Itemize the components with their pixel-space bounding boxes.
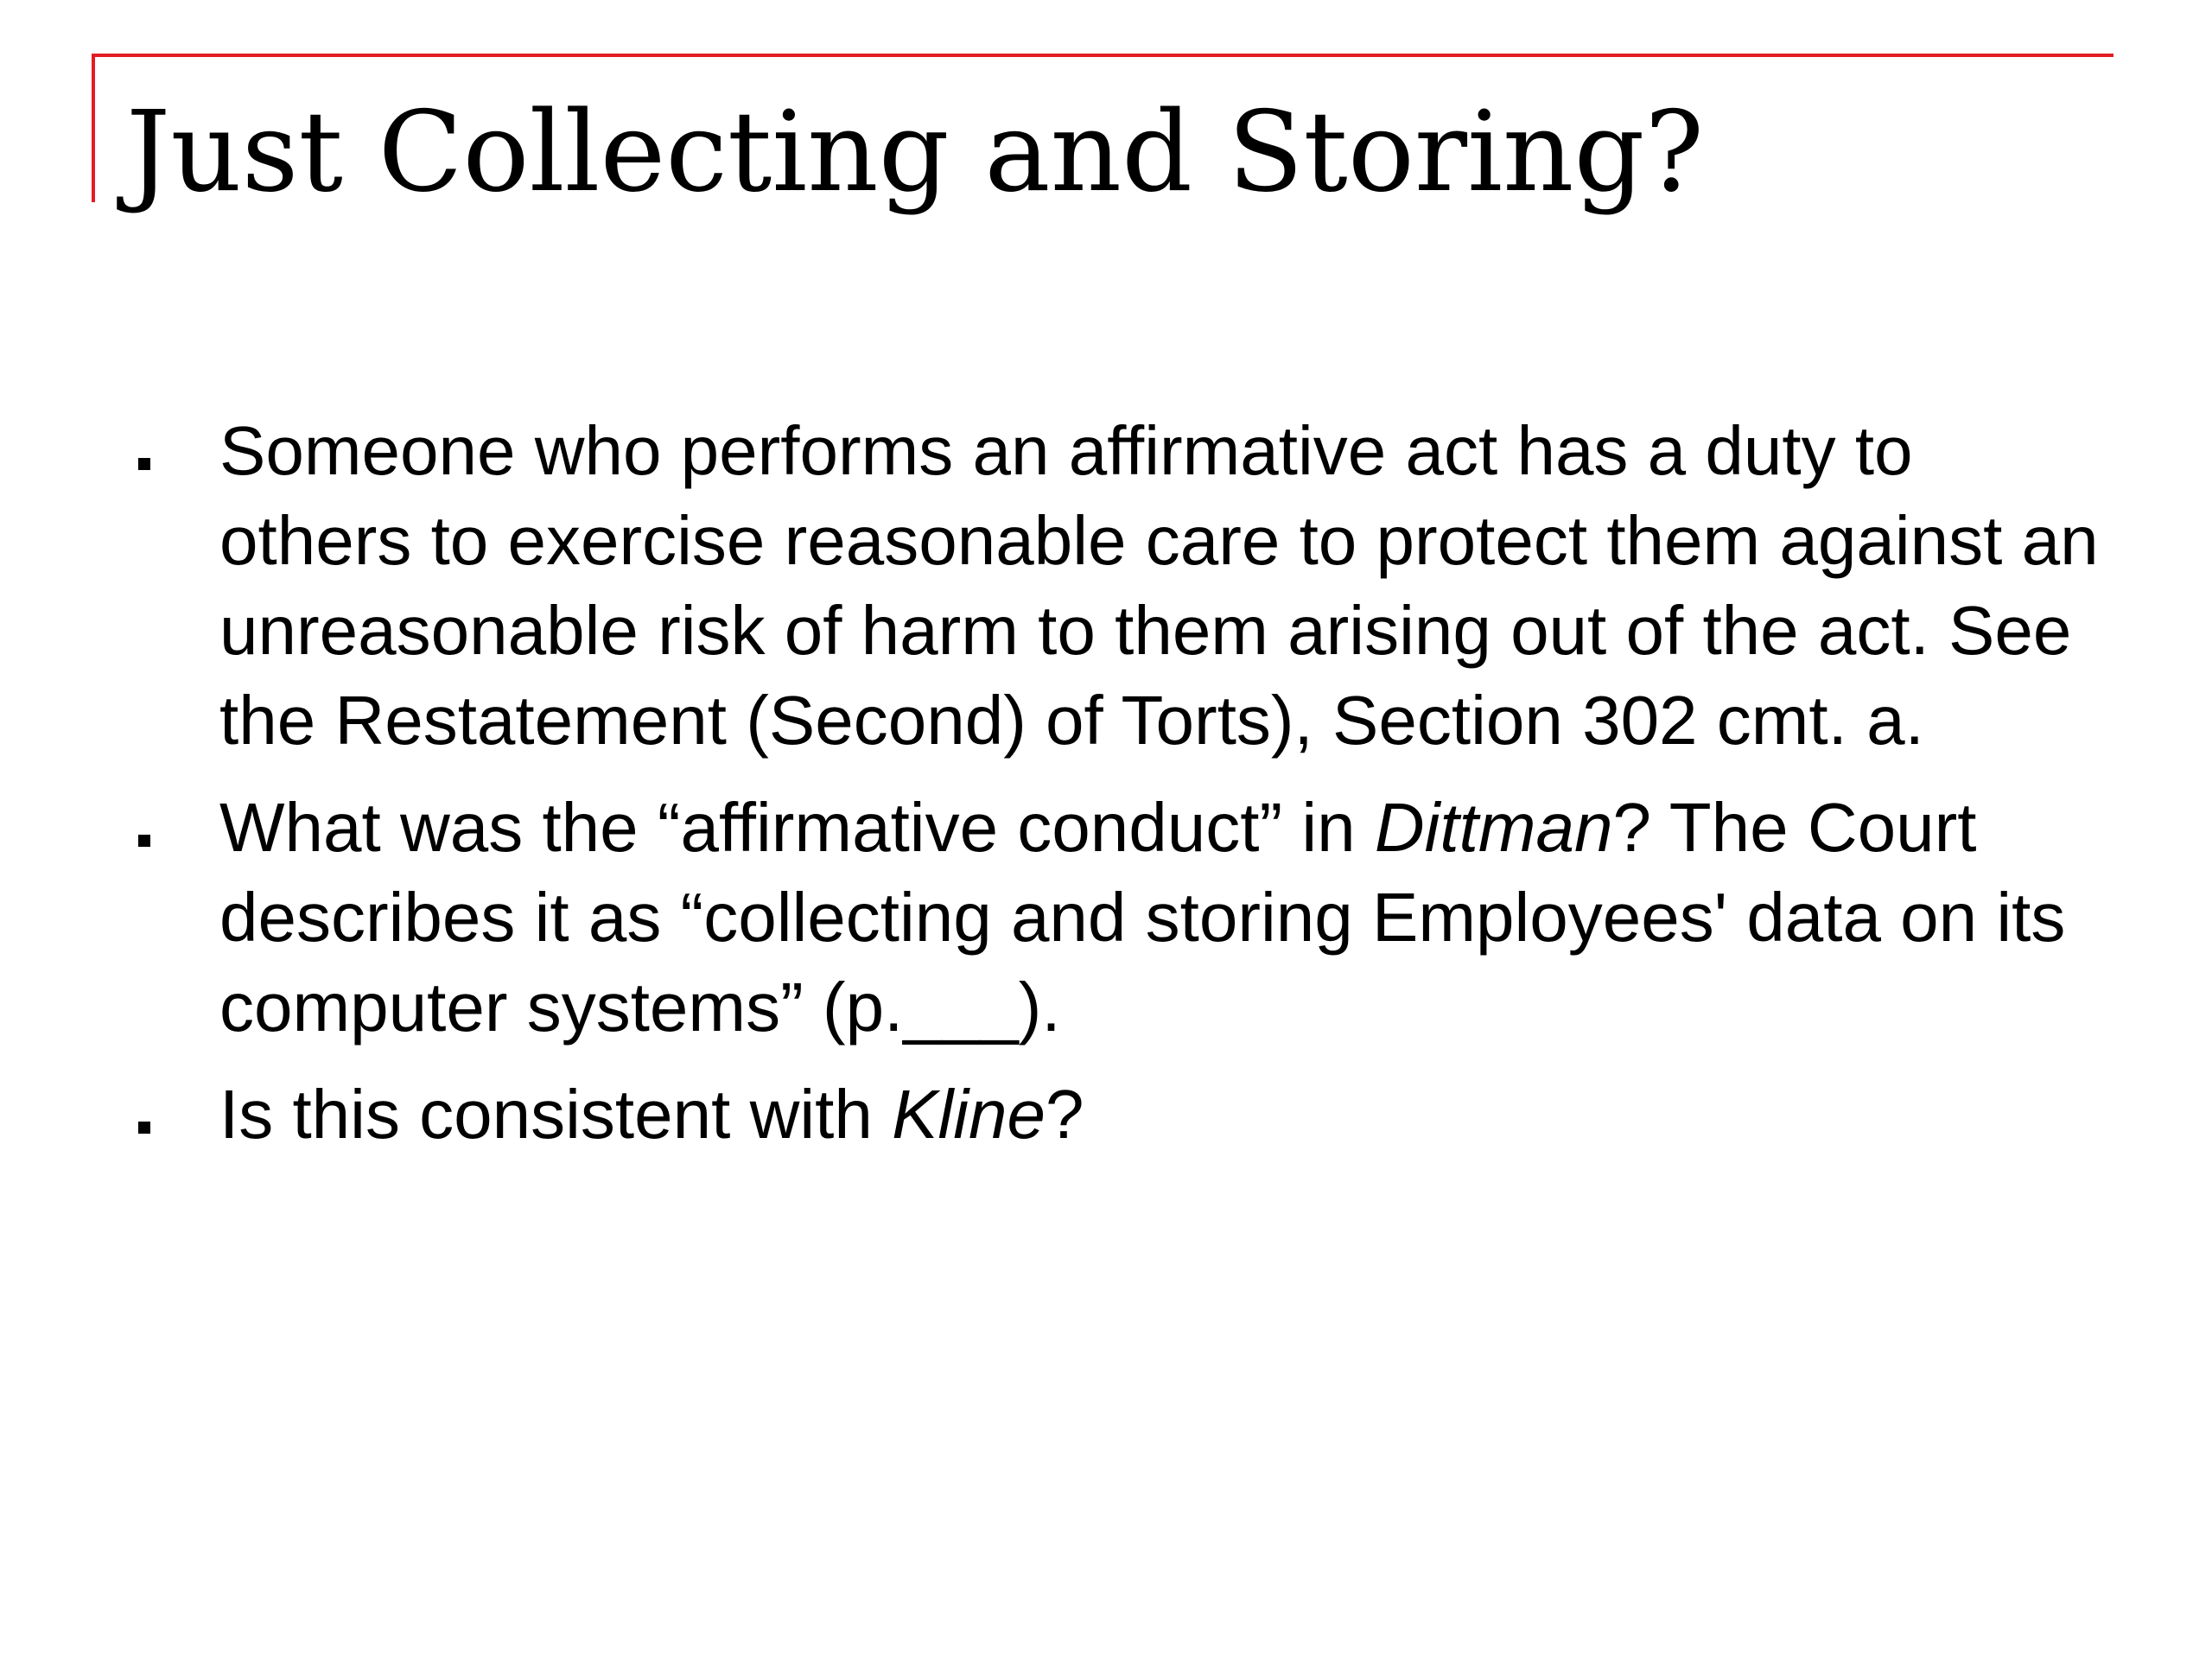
bullet-text-part: Is this consistent with bbox=[219, 1076, 893, 1153]
case-name-kline: Kline bbox=[892, 1076, 1046, 1153]
title-accent-rule-left bbox=[92, 54, 95, 202]
bullet-text-part: ? bbox=[1045, 1076, 1084, 1153]
square-bullet-icon bbox=[138, 1122, 150, 1134]
bullet-text-part: ? The Court describes it as “collecting and storing Employees' data on its computer systems” (p.___). bbox=[219, 789, 2066, 1046]
bullet-text: Someone who performs an affirmative act has a duty to others to exercise reasonable care to protect them against an unreasonable risk of harm to them arising out of the act. See the Restatement (Second) of Torts), Section 302 cmt. a. bbox=[219, 412, 2099, 759]
title-accent-rule-top bbox=[92, 54, 2113, 57]
slide-title: Just Collecting and Storing? bbox=[126, 88, 1704, 217]
bullet-item-duty bbox=[130, 406, 2117, 766]
bullet-text-part: What was the “affirmative conduct” in bbox=[219, 789, 1375, 866]
square-bullet-icon bbox=[138, 458, 150, 470]
bullet-list bbox=[130, 406, 2117, 1177]
square-bullet-icon bbox=[138, 835, 150, 847]
bullet-item-affirmative-conduct bbox=[130, 783, 2117, 1052]
bullet-item-kline bbox=[130, 1070, 2117, 1160]
case-name-dittman: Dittman bbox=[1374, 789, 1613, 866]
